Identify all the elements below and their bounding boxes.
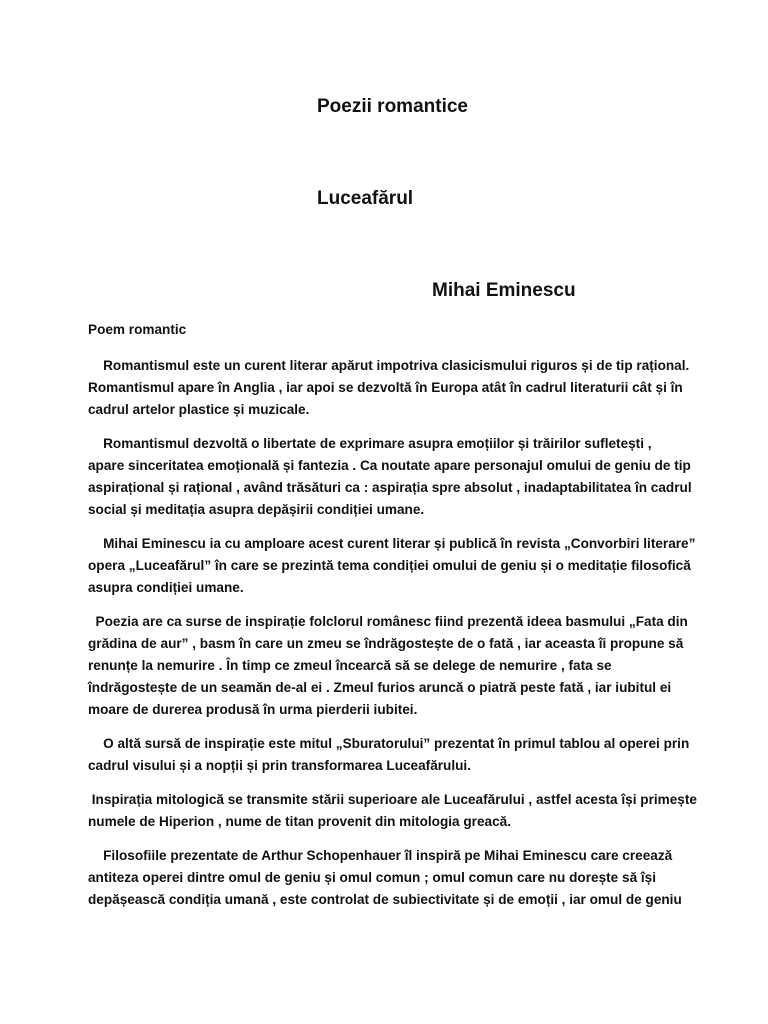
paragraph-line: Romantismul dezvoltă o libertate de exprimare asupra emoțiilor și trăirilor sufletești , xyxy=(88,436,652,451)
paragraph-line: aspirațional și rațional , având trăsături ca : aspirația spre absolut , inadaptabilitatea în cadrul xyxy=(88,480,692,495)
paragraph-line: apare sinceritatea emoțională și fantezia . Ca noutate apare personajul omului de geniu de tip xyxy=(88,458,691,473)
paragraph-sburator-myth xyxy=(88,733,688,777)
paragraph-line: îndrăgostește de un seamăn de-al ei . Zmeul furios aruncă o piatră peste fată , iar iubitul ei xyxy=(88,680,672,695)
paragraph-line: Romantismul este un curent literar apărut impotriva clasicismului riguros și de tip rațional. xyxy=(88,358,690,373)
paragraph-line: cadrul visului și a nopții și prin transformarea Luceafărului. xyxy=(88,758,471,773)
paragraph-line: antiteza operei dintre omul de geniu și omul comun ; omul comun care nu dorește să își xyxy=(88,870,657,885)
paragraph-line: asupra condiției umane. xyxy=(88,580,244,595)
paragraph-line: social și meditația asupra depășirii condiției umane. xyxy=(88,502,425,517)
paragraph-schopenhauer-philosophy xyxy=(88,845,688,911)
paragraph-line: numele de Hiperion , nume de titan provenit din mitologia greacă. xyxy=(88,814,511,829)
section-label xyxy=(88,319,688,341)
paragraph-line: renunțe la nemurire . În timp ce zmeul încearcă să se delege de nemurire , fata se xyxy=(88,658,612,673)
paragraph-eminescu-publication xyxy=(88,533,696,599)
section-label-text: Poem romantic xyxy=(88,322,187,337)
paragraph-line: Filosofiile prezentate de Arthur Schopenhauer îl inspiră pe Mihai Eminescu care creează xyxy=(88,848,673,863)
paragraph-line: grădina de aur” , basm în care un zmeu se îndrăgostește de o fată , iar aceasta îi propune să xyxy=(88,636,684,651)
paragraph-line: Poezia are ca surse de inspirație folclorul românesc fiind prezentă ideea basmului „Fata din xyxy=(88,614,688,629)
paragraph-line: Inspirația mitologică se transmite stării superioare ale Luceafărului , astfel acesta își primește xyxy=(88,792,697,807)
paragraph-line: Mihai Eminescu ia cu amploare acest curent literar și publică în revista „Convorbiri literare” xyxy=(88,536,696,551)
paragraph-line: Romantismul apare în Anglia , iar apoi se dezvoltă în Europa atât în cadrul literaturii cât și în xyxy=(88,380,683,395)
document-title: Poezii romantice xyxy=(317,96,468,117)
paragraph-line: O altă sursă de inspirație este mitul „Sburatorului” prezentat în primul tablou al operei prin xyxy=(88,736,690,751)
paragraph-folklore-inspiration xyxy=(88,611,688,721)
paragraph-line: depășească condiția umană , este controlat de subiectivitate și de emoții , iar omul de geniu xyxy=(88,892,682,907)
author-name: Mihai Eminescu xyxy=(432,280,576,301)
paragraph-romanticism-features xyxy=(88,433,692,521)
paragraph-romanticism-origin xyxy=(88,355,688,421)
paragraph-mythological-inspiration xyxy=(88,789,697,833)
poem-title: Luceafărul xyxy=(317,188,414,209)
paragraph-line: moare de durerea produsă în urma pierderii iubitei. xyxy=(88,702,418,717)
paragraph-line: cadrul artelor plastice și muzicale. xyxy=(88,402,310,417)
paragraph-line: opera „Luceafărul” în care se prezintă tema condiției omului de geniu și o meditație filosofică xyxy=(88,558,691,573)
